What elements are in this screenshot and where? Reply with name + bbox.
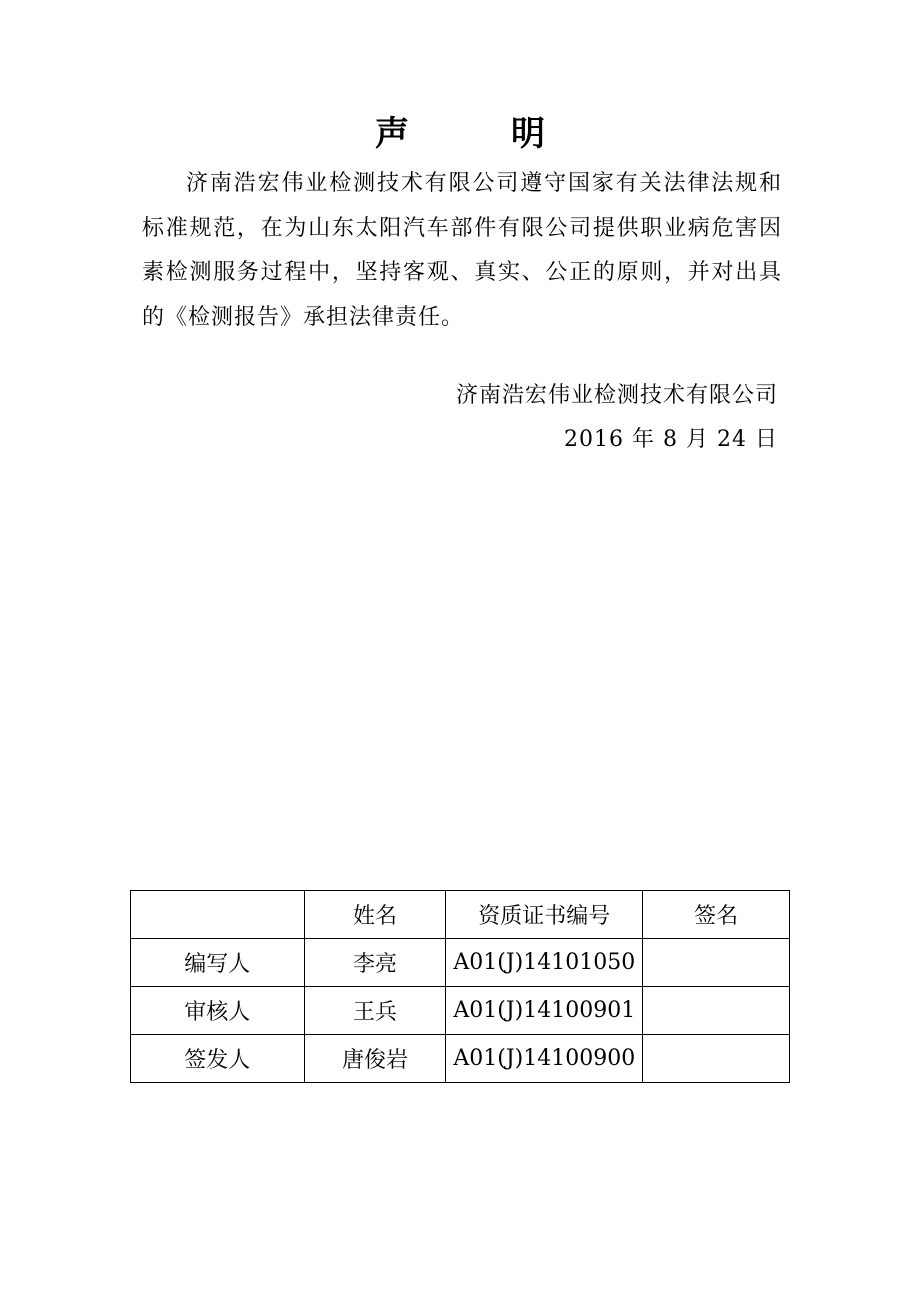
header-cell-signature: 签名 xyxy=(643,891,790,939)
header-cell-name: 姓名 xyxy=(304,891,446,939)
signature-table xyxy=(130,890,790,1083)
table-header-row xyxy=(131,891,790,939)
name-cell: 李亮 xyxy=(304,939,446,987)
cert-cell: A01(J)14100900 xyxy=(446,1035,643,1083)
role-cell: 审核人 xyxy=(131,987,305,1035)
declaration-paragraph: 济南浩宏伟业检测技术有限公司遵守国家有关法律法规和标准规范，在为山东太阳汽车部件有限公司提供职业病危害因素检测服务过程中，坚持客观、真实、公正的原则，并对出具的《检测报告》承担法律责任。 xyxy=(142,171,782,330)
declaration-date: 2016 年 8 月 24 日 xyxy=(564,427,778,452)
role-cell: 签发人 xyxy=(131,1035,305,1083)
signature-cell xyxy=(643,939,790,987)
role-cell: 编写人 xyxy=(131,939,305,987)
signature-cell xyxy=(643,1035,790,1083)
header-cell-empty xyxy=(131,891,305,939)
signature-cell xyxy=(643,987,790,1035)
table-row xyxy=(131,939,790,987)
name-cell: 唐俊岩 xyxy=(304,1035,446,1083)
cert-cell: A01(J)14101050 xyxy=(446,939,643,987)
page-title: 声 明 xyxy=(375,114,579,154)
cert-cell: A01(J)14100901 xyxy=(446,987,643,1035)
table-row xyxy=(131,1035,790,1083)
table-row xyxy=(131,987,790,1035)
header-cell-cert: 资质证书编号 xyxy=(446,891,643,939)
company-signature-line: 济南浩宏伟业检测技术有限公司 xyxy=(455,383,778,408)
name-cell: 王兵 xyxy=(304,987,446,1035)
